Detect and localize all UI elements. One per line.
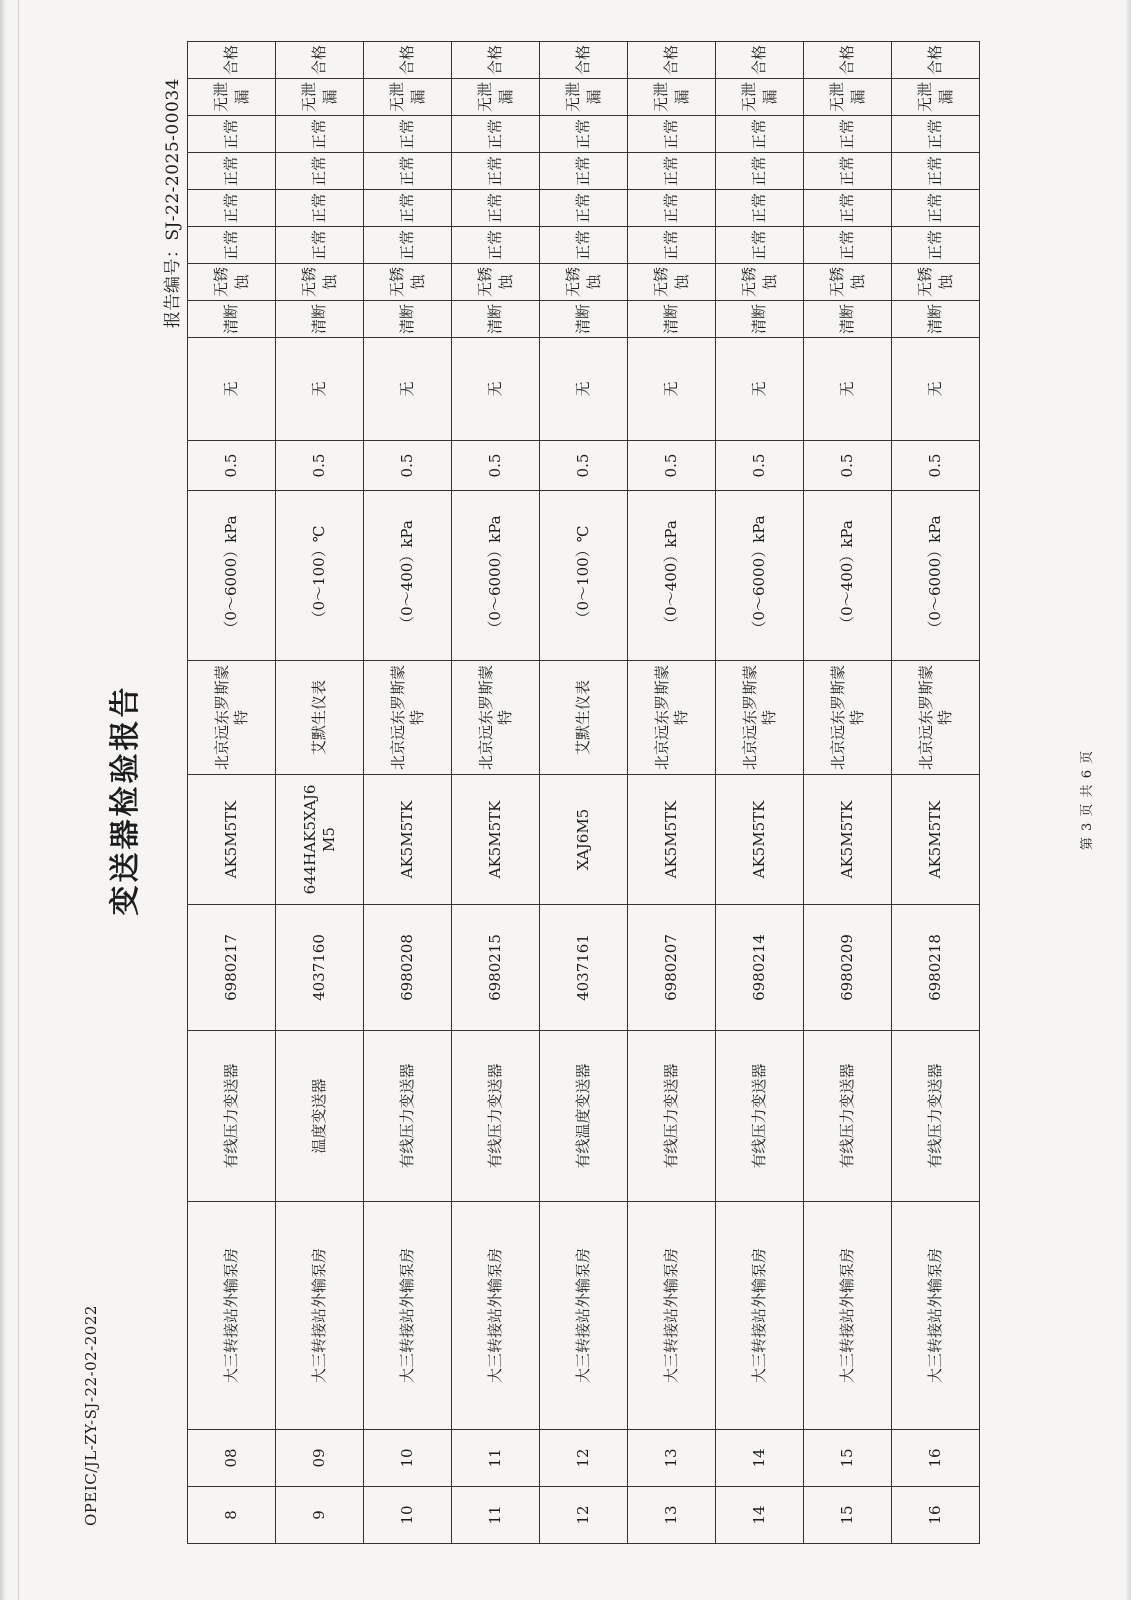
cell-id: 09 <box>276 1430 364 1487</box>
cell-rust: 无锈蚀 <box>892 264 980 301</box>
cell-check-5: 正常 <box>628 153 716 190</box>
cell-check-3: 正常 <box>716 227 804 264</box>
cell-serial: 6980215 <box>452 905 540 1031</box>
cell-range: （0～6000）kPa <box>716 491 804 661</box>
cell-defect: 无 <box>804 338 892 441</box>
cell-conclusion: 合格 <box>804 42 892 79</box>
cell-check-4: 正常 <box>276 190 364 227</box>
cell-location: 大三转接站外输泵房 <box>364 1202 452 1430</box>
cell-range: （0～6000）kPa <box>188 491 276 661</box>
cell-check-3: 正常 <box>540 227 628 264</box>
cell-defect: 无 <box>452 338 540 441</box>
cell-conclusion: 合格 <box>892 42 980 79</box>
cell-rust: 无锈蚀 <box>540 264 628 301</box>
cell-serial: 4037161 <box>540 905 628 1031</box>
cell-device-name: 有线温度变送器 <box>540 1031 628 1202</box>
cell-accuracy: 0.5 <box>188 441 276 491</box>
cell-conclusion: 合格 <box>188 42 276 79</box>
cell-leakage: 无泄漏 <box>540 79 628 116</box>
cell-check-4: 正常 <box>188 190 276 227</box>
cell-accuracy: 0.5 <box>452 441 540 491</box>
cell-sequence: 14 <box>716 1487 804 1544</box>
cell-range: （0～400）kPa <box>364 491 452 661</box>
cell-check-3: 正常 <box>892 227 980 264</box>
cell-marking: 清断 <box>364 301 452 338</box>
table-row <box>540 42 628 1544</box>
cell-marking: 清断 <box>892 301 980 338</box>
table-row <box>364 42 452 1544</box>
cell-accuracy: 0.5 <box>716 441 804 491</box>
cell-accuracy: 0.5 <box>628 441 716 491</box>
page-footer: 第 3 页 共 6 页 <box>1080 749 1095 851</box>
cell-marking: 清断 <box>804 301 892 338</box>
cell-serial: 6980208 <box>364 905 452 1031</box>
cell-leakage: 无泄漏 <box>804 79 892 116</box>
cell-marking: 清断 <box>276 301 364 338</box>
cell-location: 大三转接站外输泵房 <box>540 1202 628 1430</box>
cell-manufacturer: 艾默生仪表 <box>276 661 364 775</box>
cell-manufacturer: 北京远东罗斯蒙特 <box>892 661 980 775</box>
cell-rust: 无锈蚀 <box>628 264 716 301</box>
cell-leakage: 无泄漏 <box>364 79 452 116</box>
cell-sequence: 9 <box>276 1487 364 1544</box>
cell-check-4: 正常 <box>892 190 980 227</box>
cell-defect: 无 <box>540 338 628 441</box>
cell-check-6: 正常 <box>364 116 452 153</box>
cell-check-5: 正常 <box>188 153 276 190</box>
cell-check-4: 正常 <box>804 190 892 227</box>
cell-id: 13 <box>628 1430 716 1487</box>
cell-rust: 无锈蚀 <box>716 264 804 301</box>
cell-defect: 无 <box>276 338 364 441</box>
cell-location: 大三转接站外输泵房 <box>276 1202 364 1430</box>
table-row <box>276 42 364 1544</box>
cell-defect: 无 <box>892 338 980 441</box>
cell-leakage: 无泄漏 <box>276 79 364 116</box>
cell-conclusion: 合格 <box>628 42 716 79</box>
cell-leakage: 无泄漏 <box>188 79 276 116</box>
cell-conclusion: 合格 <box>540 42 628 79</box>
cell-leakage: 无泄漏 <box>628 79 716 116</box>
cell-device-name: 有线压力变送器 <box>452 1031 540 1202</box>
cell-check-4: 正常 <box>628 190 716 227</box>
cell-manufacturer: 北京远东罗斯蒙特 <box>452 661 540 775</box>
report-title: 变送器检验报告 <box>108 684 143 916</box>
cell-accuracy: 0.5 <box>364 441 452 491</box>
cell-range: （0～100）℃ <box>540 491 628 661</box>
cell-check-4: 正常 <box>540 190 628 227</box>
cell-defect: 无 <box>364 338 452 441</box>
cell-check-5: 正常 <box>276 153 364 190</box>
cell-model: AK5M5TK <box>452 775 540 905</box>
cell-location: 大三转接站外输泵房 <box>188 1202 276 1430</box>
cell-check-5: 正常 <box>364 153 452 190</box>
cell-sequence: 12 <box>540 1487 628 1544</box>
cell-check-5: 正常 <box>452 153 540 190</box>
cell-leakage: 无泄漏 <box>892 79 980 116</box>
cell-marking: 清断 <box>540 301 628 338</box>
table-row <box>188 42 276 1544</box>
cell-marking: 清断 <box>452 301 540 338</box>
cell-check-5: 正常 <box>892 153 980 190</box>
cell-accuracy: 0.5 <box>540 441 628 491</box>
cell-serial: 6980207 <box>628 905 716 1031</box>
cell-rust: 无锈蚀 <box>452 264 540 301</box>
cell-model: AK5M5TK <box>804 775 892 905</box>
cell-marking: 清断 <box>188 301 276 338</box>
cell-device-name: 有线压力变送器 <box>804 1031 892 1202</box>
cell-check-3: 正常 <box>628 227 716 264</box>
cell-check-5: 正常 <box>716 153 804 190</box>
cell-range: （0～100）℃ <box>276 491 364 661</box>
cell-check-4: 正常 <box>364 190 452 227</box>
cell-check-6: 正常 <box>892 116 980 153</box>
cell-rust: 无锈蚀 <box>364 264 452 301</box>
cell-check-6: 正常 <box>540 116 628 153</box>
cell-check-3: 正常 <box>364 227 452 264</box>
cell-manufacturer: 北京远东罗斯蒙特 <box>628 661 716 775</box>
cell-id: 16 <box>892 1430 980 1487</box>
cell-location: 大三转接站外输泵房 <box>452 1202 540 1430</box>
cell-location: 大三转接站外输泵房 <box>716 1202 804 1430</box>
cell-sequence: 15 <box>804 1487 892 1544</box>
cell-check-3: 正常 <box>452 227 540 264</box>
cell-rust: 无锈蚀 <box>804 264 892 301</box>
cell-defect: 无 <box>716 338 804 441</box>
cell-device-name: 有线压力变送器 <box>188 1031 276 1202</box>
cell-conclusion: 合格 <box>452 42 540 79</box>
cell-model: AK5M5TK <box>892 775 980 905</box>
cell-check-3: 正常 <box>188 227 276 264</box>
cell-model: AK5M5TK <box>188 775 276 905</box>
cell-id: 11 <box>452 1430 540 1487</box>
cell-accuracy: 0.5 <box>804 441 892 491</box>
cell-sequence: 16 <box>892 1487 980 1544</box>
cell-defect: 无 <box>188 338 276 441</box>
cell-id: 08 <box>188 1430 276 1487</box>
cell-range: （0～400）kPa <box>804 491 892 661</box>
cell-check-6: 正常 <box>804 116 892 153</box>
cell-accuracy: 0.5 <box>276 441 364 491</box>
cell-id: 15 <box>804 1430 892 1487</box>
cell-accuracy: 0.5 <box>892 441 980 491</box>
table-row <box>804 42 892 1544</box>
cell-device-name: 有线压力变送器 <box>892 1031 980 1202</box>
cell-range: （0～6000）kPa <box>892 491 980 661</box>
cell-check-5: 正常 <box>540 153 628 190</box>
cell-sequence: 8 <box>188 1487 276 1544</box>
report-number: 报告编号：SJ-22-2025-00034 <box>163 78 183 329</box>
cell-manufacturer: 北京远东罗斯蒙特 <box>188 661 276 775</box>
cell-defect: 无 <box>628 338 716 441</box>
cell-serial: 6980217 <box>188 905 276 1031</box>
cell-id: 12 <box>540 1430 628 1487</box>
cell-conclusion: 合格 <box>276 42 364 79</box>
cell-id: 10 <box>364 1430 452 1487</box>
cell-rust: 无锈蚀 <box>188 264 276 301</box>
cell-conclusion: 合格 <box>364 42 452 79</box>
cell-location: 大三转接站外输泵房 <box>628 1202 716 1430</box>
cell-check-6: 正常 <box>452 116 540 153</box>
cell-check-6: 正常 <box>628 116 716 153</box>
cell-sequence: 11 <box>452 1487 540 1544</box>
cell-check-3: 正常 <box>804 227 892 264</box>
cell-marking: 清断 <box>628 301 716 338</box>
inspection-table <box>187 41 980 1544</box>
document-code: OPEIC/JL-ZY-SJ-22-02-2022 <box>82 1305 100 1526</box>
cell-device-name: 有线压力变送器 <box>364 1031 452 1202</box>
cell-device-name: 有线压力变送器 <box>628 1031 716 1202</box>
cell-model: AK5M5TK <box>716 775 804 905</box>
cell-model: XAJ6M5 <box>540 775 628 905</box>
cell-range: （0～6000）kPa <box>452 491 540 661</box>
cell-device-name: 有线压力变送器 <box>716 1031 804 1202</box>
cell-leakage: 无泄漏 <box>452 79 540 116</box>
cell-manufacturer: 北京远东罗斯蒙特 <box>716 661 804 775</box>
cell-serial: 6980214 <box>716 905 804 1031</box>
cell-location: 大三转接站外输泵房 <box>804 1202 892 1430</box>
cell-serial: 6980218 <box>892 905 980 1031</box>
cell-range: （0～400）kPa <box>628 491 716 661</box>
cell-serial: 4037160 <box>276 905 364 1031</box>
cell-id: 14 <box>716 1430 804 1487</box>
table-row <box>628 42 716 1544</box>
cell-check-4: 正常 <box>452 190 540 227</box>
cell-device-name: 温度变送器 <box>276 1031 364 1202</box>
table-row <box>452 42 540 1544</box>
cell-check-6: 正常 <box>276 116 364 153</box>
cell-location: 大三转接站外输泵房 <box>892 1202 980 1430</box>
cell-check-3: 正常 <box>276 227 364 264</box>
cell-rust: 无锈蚀 <box>276 264 364 301</box>
cell-conclusion: 合格 <box>716 42 804 79</box>
cell-manufacturer: 北京远东罗斯蒙特 <box>804 661 892 775</box>
cell-leakage: 无泄漏 <box>716 79 804 116</box>
cell-marking: 清断 <box>716 301 804 338</box>
cell-check-6: 正常 <box>188 116 276 153</box>
table-row <box>716 42 804 1544</box>
cell-manufacturer: 北京远东罗斯蒙特 <box>364 661 452 775</box>
table-row <box>892 42 980 1544</box>
cell-sequence: 13 <box>628 1487 716 1544</box>
cell-serial: 6980209 <box>804 905 892 1031</box>
cell-model: 644HAK5XAJ6M5 <box>276 775 364 905</box>
cell-model: AK5M5TK <box>364 775 452 905</box>
cell-check-5: 正常 <box>804 153 892 190</box>
cell-model: AK5M5TK <box>628 775 716 905</box>
cell-sequence: 10 <box>364 1487 452 1544</box>
cell-check-6: 正常 <box>716 116 804 153</box>
cell-manufacturer: 艾默生仪表 <box>540 661 628 775</box>
cell-check-4: 正常 <box>716 190 804 227</box>
